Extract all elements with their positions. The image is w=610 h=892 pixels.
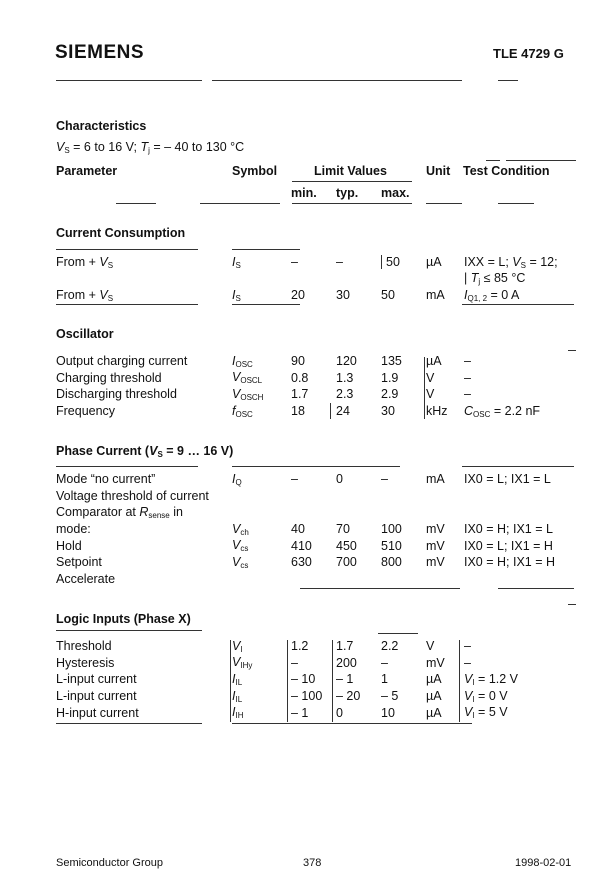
rule — [498, 203, 534, 204]
typ-cell: – 20 — [336, 689, 361, 704]
table-row — [56, 370, 540, 387]
header-rule-1 — [56, 80, 202, 81]
symbol-cell: $I_{IH}$ — [232, 705, 244, 721]
table-row — [56, 471, 555, 488]
unit-cell: µA — [426, 255, 442, 270]
unit-cell: µA — [426, 354, 442, 369]
col-parameter: Parameter — [56, 164, 118, 178]
rule — [116, 203, 156, 204]
param-cell: From + $V_S$ — [56, 287, 114, 303]
cond-cell: IX0 = L; IX1 = L — [464, 472, 551, 487]
typ-cell: 0 — [336, 705, 343, 720]
rule — [424, 357, 425, 419]
max-cell: 800 — [381, 555, 402, 570]
typ-cell: 24 — [336, 404, 350, 419]
unit-cell: mV — [426, 555, 445, 570]
rule — [292, 181, 412, 182]
col-limit-values: Limit Values — [314, 164, 387, 178]
section-title-current: Current Consumption — [56, 226, 186, 240]
param-cell: Hysteresis — [56, 655, 115, 670]
min-cell: 1.7 — [291, 387, 309, 402]
cond-cell: IXX = L; $V_S = 12$; — [464, 254, 558, 270]
rule — [230, 640, 231, 722]
typ-cell: 450 — [336, 538, 357, 553]
max-cell: 50 — [381, 254, 426, 271]
typ-cell: 0 — [336, 472, 343, 487]
param-cell: L-input current — [56, 689, 137, 704]
symbol-cell: $V_I$ — [232, 638, 243, 654]
typ-cell: 120 — [336, 354, 357, 369]
cond-cell: $V_I = 0$ V — [464, 688, 508, 704]
section-title-phase: Phase Current ($V_S = 9$ … 16 V) — [56, 444, 234, 459]
max-cell: – 5 — [381, 689, 399, 704]
min-cell: 40 — [291, 522, 305, 537]
param-cell: Charging threshold — [56, 370, 162, 385]
min-cell: 18 — [291, 404, 305, 419]
rule — [232, 466, 400, 467]
min-cell: – — [291, 472, 298, 487]
rule — [506, 160, 576, 161]
unit-cell: mA — [426, 472, 445, 487]
unit-cell: V — [426, 639, 435, 654]
max-cell: 2.2 — [381, 639, 399, 654]
max-cell: 1 — [381, 672, 388, 687]
footer-date: 1998-02-01 — [515, 857, 572, 869]
cond-cell: IX0 = H; IX1 = L — [464, 522, 553, 537]
max-cell: 100 — [381, 522, 402, 537]
symbol-cell: $I_{IL}$ — [232, 671, 243, 687]
siemens-logo: SIEMENS — [55, 42, 145, 63]
min-cell: 0.8 — [291, 370, 309, 385]
symbol-cell: $V_{cs}$ — [232, 538, 249, 554]
rule — [232, 723, 472, 724]
rule — [462, 466, 574, 467]
unit-cell: V — [426, 387, 435, 402]
rule — [568, 604, 576, 605]
param-cell: H-input current — [56, 705, 139, 720]
table-row — [56, 254, 558, 271]
part-number: TLE 4729 G — [493, 46, 564, 61]
symbol-cell: $I_Q$ — [232, 471, 242, 487]
symbol-cell: $V_{OSCH}$ — [232, 386, 264, 402]
rule — [462, 304, 574, 305]
param-cell: L-input current — [56, 672, 137, 687]
section-title-logic: Logic Inputs (Phase X) — [56, 612, 191, 626]
param-cell: Comparator at $R_{sense}$ in — [56, 504, 183, 520]
rule — [426, 203, 462, 204]
col-test-condition: Test Condition — [463, 164, 550, 178]
min-cell: 90 — [291, 354, 305, 369]
param-cell: Mode “no current” — [56, 472, 156, 487]
cond-cell: $I_{Q1, 2} = 0$ A — [464, 287, 520, 303]
rule — [486, 160, 500, 161]
table-row — [56, 403, 540, 420]
section-title-oscillator: Oscillator — [56, 327, 114, 341]
rule — [287, 640, 288, 722]
symbol-cell: $I_{IL}$ — [232, 688, 243, 704]
typ-cell: – — [336, 255, 343, 270]
max-cell: 510 — [381, 538, 402, 553]
cond-cell: – — [464, 387, 471, 402]
rule — [232, 249, 300, 250]
min-cell: – — [291, 255, 298, 270]
cond-cell: IX0 = L; IX1 = H — [464, 538, 553, 553]
symbol-cell: $V_{ch}$ — [232, 521, 249, 537]
rule — [232, 304, 300, 305]
page-number: 378 — [303, 857, 322, 869]
cond-cell: $V_I = 5$ V — [464, 705, 508, 721]
unit-cell: mV — [426, 538, 445, 553]
rule — [56, 723, 202, 724]
col-symbol: Symbol — [232, 164, 278, 178]
conditions-line: $V_S = 6$ to 16 V; $T_j$ = – 40 to 130 °C — [56, 140, 245, 155]
table-row — [56, 537, 555, 554]
col-min: min. — [291, 186, 317, 200]
symbol-cell: $I_S$ — [232, 287, 241, 303]
col-unit: Unit — [426, 164, 451, 178]
rule — [378, 633, 418, 634]
table-row — [56, 571, 555, 588]
typ-cell: 2.3 — [336, 387, 354, 402]
param-cell: Setpoint — [56, 555, 102, 570]
max-cell: – — [381, 472, 388, 487]
param-cell: Hold — [56, 538, 82, 553]
cond-cell: – — [464, 370, 471, 385]
cond-cell: $C_{OSC} = 2.2$ nF — [464, 403, 541, 419]
symbol-cell: $I_S$ — [232, 254, 241, 270]
cond-cell: $V_I = 1.2$ V — [464, 671, 519, 687]
param-cell: Discharging threshold — [56, 387, 177, 402]
max-cell: – — [381, 655, 388, 670]
unit-cell: V — [426, 370, 435, 385]
col-max: max. — [381, 186, 410, 200]
max-cell: 10 — [381, 705, 395, 720]
rule — [56, 249, 198, 250]
typ-cell: 70 — [336, 522, 350, 537]
param-cell: Output charging current — [56, 354, 188, 369]
param-cell: Threshold — [56, 639, 112, 654]
min-cell: 630 — [291, 555, 312, 570]
unit-cell: mV — [426, 655, 445, 670]
min-cell: – 10 — [291, 672, 316, 687]
typ-cell: 200 — [336, 655, 357, 670]
table-row — [56, 521, 555, 538]
max-cell: 2.9 — [381, 387, 399, 402]
table-row — [56, 271, 558, 288]
param-cell: Frequency — [56, 404, 116, 419]
col-typ: typ. — [336, 186, 359, 200]
rule — [292, 203, 412, 204]
unit-cell: µA — [426, 689, 442, 704]
min-cell: 410 — [291, 538, 312, 553]
phase-table — [56, 471, 555, 587]
typ-cell: 700 — [336, 555, 357, 570]
rule — [56, 466, 198, 467]
max-cell: 135 — [381, 354, 402, 369]
rule — [200, 203, 280, 204]
header-rule-2 — [212, 80, 462, 81]
param-cell: mode: — [56, 522, 91, 537]
unit-cell: µA — [426, 705, 442, 720]
typ-cell: 30 — [336, 288, 350, 303]
rule — [568, 350, 576, 351]
symbol-cell: $V_{cs}$ — [232, 554, 249, 570]
param-cell: From + $V_S$ — [56, 254, 114, 270]
max-cell: 50 — [381, 288, 395, 303]
min-cell: – 1 — [291, 705, 309, 720]
param-cell: Accelerate — [56, 571, 116, 586]
oscillator-table — [56, 353, 540, 419]
unit-cell: mA — [426, 288, 445, 303]
rule — [330, 403, 331, 419]
rule — [459, 640, 460, 722]
cond-cell: IX0 = H; IX1 = H — [464, 555, 556, 570]
rule — [56, 630, 202, 631]
table-row — [56, 554, 555, 571]
footer-left: Semiconductor Group — [56, 857, 163, 869]
current-table — [56, 254, 558, 304]
rule — [332, 640, 333, 722]
max-cell: 30 — [381, 404, 395, 419]
table-row — [56, 353, 540, 370]
typ-cell: – 1 — [336, 672, 354, 687]
unit-cell: mV — [426, 522, 445, 537]
rule — [498, 588, 574, 589]
max-cell: 1.9 — [381, 370, 399, 385]
table-row — [56, 287, 558, 304]
min-cell: 20 — [291, 288, 305, 303]
unit-cell: µA — [426, 672, 442, 687]
rule — [56, 304, 198, 305]
symbol-cell: $V_{OSCL}$ — [232, 370, 263, 386]
symbol-cell: $V_{IHy}$ — [232, 655, 253, 671]
param-cell: Voltage threshold of current — [56, 488, 209, 503]
rule — [300, 588, 460, 589]
header-rule-3 — [498, 80, 518, 81]
cond-cell: – — [464, 354, 471, 369]
table-row — [56, 386, 540, 403]
page-title: Characteristics — [56, 119, 147, 133]
min-cell: 1.2 — [291, 639, 309, 654]
typ-cell: 1.7 — [336, 639, 354, 654]
cond-cell: – — [464, 639, 471, 654]
table-row — [56, 504, 555, 521]
cond-cell: – — [464, 655, 471, 670]
typ-cell: 1.3 — [336, 370, 354, 385]
unit-cell: kHz — [426, 404, 448, 419]
min-cell: – 100 — [291, 689, 323, 704]
table-row — [56, 488, 555, 505]
cond-cell: | $T_j \le 85$ °C — [464, 271, 526, 287]
symbol-cell: $f_{OSC}$ — [232, 403, 253, 419]
min-cell: – — [291, 655, 298, 670]
symbol-cell: $I_{OSC}$ — [232, 353, 253, 369]
